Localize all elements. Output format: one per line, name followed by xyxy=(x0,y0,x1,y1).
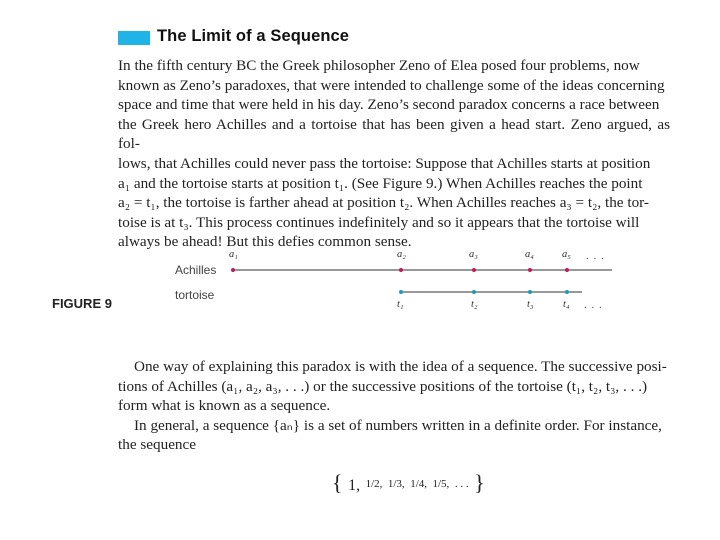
tortoise-point-t2 xyxy=(472,290,476,294)
paragraph-line: form what is known as a sequence. xyxy=(118,397,331,415)
tortoise-ellipsis: . . . xyxy=(584,299,603,311)
paragraph-line: space and time that were held in his day. Zeno’s second paradox concerns a race between xyxy=(118,96,660,114)
formula-fraction: 1/3, xyxy=(387,478,405,491)
paragraph-sequence xyxy=(118,357,670,455)
point-label-a3: a₃ xyxy=(469,249,478,260)
paragraph-line: a₁ and the tortoise starts at position t₁. (See Figure 9.) When Achilles reaches the point xyxy=(118,174,643,192)
paragraph-line: In the fifth century BC the Greek philosopher Zeno of Elea posed four problems, now xyxy=(118,57,640,74)
formula-fraction: 1/5, xyxy=(432,478,450,491)
paragraph-line: a₂ = t₁, the tortoise is farther ahead at position t₂. When Achilles reaches a₃ = t₂, the tor- xyxy=(118,194,649,212)
achilles-point-a1 xyxy=(231,268,235,272)
point-label-a4: a₄ xyxy=(525,249,534,260)
achilles-label: Achilles xyxy=(175,263,217,277)
point-label-t3: t₃ xyxy=(527,299,534,310)
paragraph-line: One way of explaining this paradox is with the idea of a sequence. The successive posi- xyxy=(134,358,667,375)
formula-first-term: 1, xyxy=(348,477,361,494)
formula-open-brace: { xyxy=(332,470,343,495)
formula-close-brace: } xyxy=(474,470,485,495)
point-label-t4: t₄ xyxy=(563,299,570,310)
achilles-point-a5 xyxy=(565,268,569,272)
paragraph-line: the sequence xyxy=(118,436,197,454)
achilles-ellipsis: . . . xyxy=(586,250,605,262)
point-label-t2: t₂ xyxy=(471,299,478,310)
paragraph-line: always be ahead! But this defies common sense. xyxy=(118,233,412,251)
point-label-a2: a₂ xyxy=(397,249,406,260)
achilles-point-a3 xyxy=(472,268,476,272)
point-label-a1: a₁ xyxy=(229,249,238,260)
paragraph-line: toise is at t₃. This process continues indefinitely and so it appears that the tortoise will xyxy=(118,213,640,231)
formula-fraction: 1/2, xyxy=(365,478,383,491)
formula-fraction: 1/4, xyxy=(410,478,427,491)
paragraph-line: the Greek hero Achilles and a tortoise that has been given a head start. Zeno argued, as fol- xyxy=(118,115,670,153)
point-label-t1: t₁ xyxy=(397,299,404,310)
paragraph-line: known as Zeno’s paradoxes, that were intended to challenge some of the ideas concerning xyxy=(118,76,665,94)
sequence-formula xyxy=(332,470,485,496)
achilles-point-a2 xyxy=(399,268,403,272)
point-label-a5: a₅ xyxy=(562,249,571,260)
formula-ellipsis: . . . xyxy=(454,478,469,491)
section-title: The Limit of a Sequence xyxy=(157,27,350,45)
paragraph-line: lows, that Achilles could never pass the tortoise: Suppose that Achilles starts at position xyxy=(118,154,651,172)
paragraph-line: In general, a sequence {aₙ} is a set of numbers written in a definite order. For instance, xyxy=(134,416,662,434)
figure-label: FIGURE 9 xyxy=(52,296,112,311)
tortoise-point-t4 xyxy=(565,290,569,294)
achilles-point-a4 xyxy=(528,268,532,272)
tortoise-point-t1 xyxy=(399,290,403,294)
tortoise-point-t3 xyxy=(528,290,532,294)
tortoise-label: tortoise xyxy=(175,288,215,302)
paragraph-line: tions of Achilles (a₁, a₂, a₃, . . .) or the successive positions of the tortoise (t₁, t₂, t₃, . . .) xyxy=(118,377,648,395)
